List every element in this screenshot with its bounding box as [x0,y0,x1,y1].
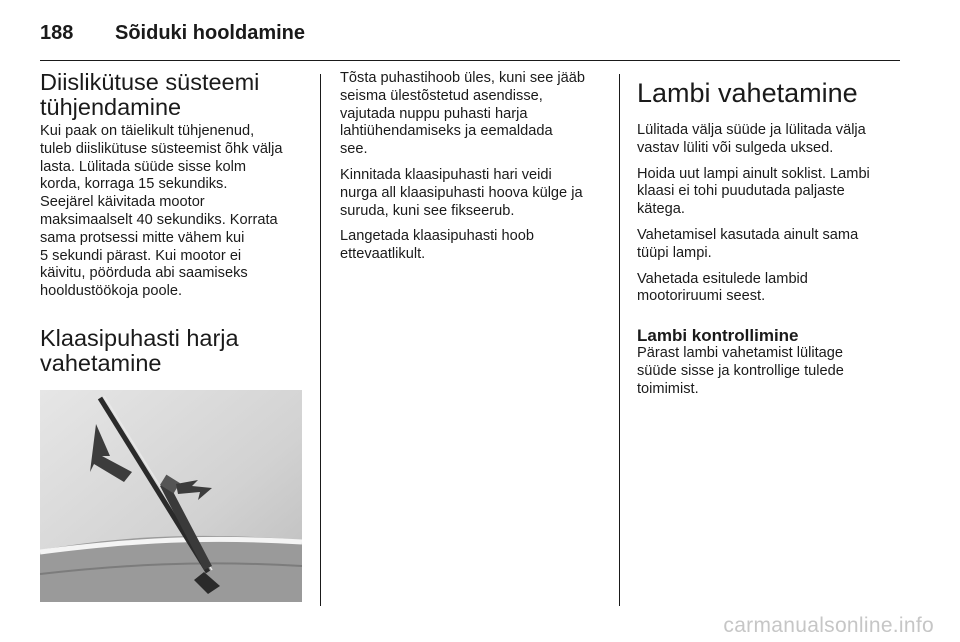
column-2 [340,70,608,264]
wiper-step-1: Tõsta puhastihoob üles, kuni see jääb seisma ülestõstetud asendisse, vajutada nuppu puhasti harja lahtiühendamiseks ja eemaldada see. [340,70,586,158]
wiper-step-2: Kinnitada klaasipuhasti hari veidi nurga all klaasipuhasti hoova külge ja suruda, kuni see fikseerub. [340,166,583,219]
bulb-paragraph-2: Hoida uut lampi ainult soklist. Lambi klaasi ei tohi puudutada paljaste kätega. [637,165,870,218]
column-divider [619,74,620,606]
section-heading-bulb-replacement: Lambi vahetamine [637,78,858,108]
page-title: Sõiduki hooldamine [115,22,306,44]
section-heading-wiper-blade: Klaasipuhasti harja vahetamine [40,324,239,376]
page-number: 188 [40,22,74,44]
bulb-paragraph-3: Vahetamisel kasutada ainult sama tüüpi lampi. [637,226,859,261]
column-divider [320,74,321,606]
section-body-fuel-bleeding: Kui paak on täielikult tühjenenud, tuleb diislikütuse süsteemist õhk välja lasta. Lülitada süüde sisse kolm korda, korraga 15 sekundiks. Seejärel käivitada mootor maksimaalselt 40 sekundiks. Korrata sama protsessi mitte vähem kui 5 sekundi pärast. Kui mootor ei käivitu, pöörduda abi saamiseks hooldustöökoja poole. [40,123,283,300]
wiper-illustration-svg [40,390,302,602]
wiper-blade-illustration [40,390,302,602]
bulb-check-body: Pärast lambi vahetamist lülitage süüde sisse ja kontrollige tulede toimimist. [637,345,844,397]
bulb-paragraph-1: Lülitada välja süüde ja lülitada välja vastav lüliti või sulgeda uksed. [637,122,866,156]
subheading-bulb-check: Lambi kontrollimine [637,326,799,346]
column-3 [637,70,909,399]
header-divider [40,60,900,61]
page-header [40,20,900,62]
bulb-paragraph-4: Vahetada esitulede lambid mootoriruumi seest. [637,270,808,305]
wiper-step-3: Langetada klaasipuhasti hoob ettevaatlikult. [340,228,534,263]
watermark: carmanualsonline.info [723,614,934,637]
column-1 [40,70,312,376]
section-heading-fuel-bleeding: Diislikütuse süsteemi tühjendamine [40,69,260,120]
